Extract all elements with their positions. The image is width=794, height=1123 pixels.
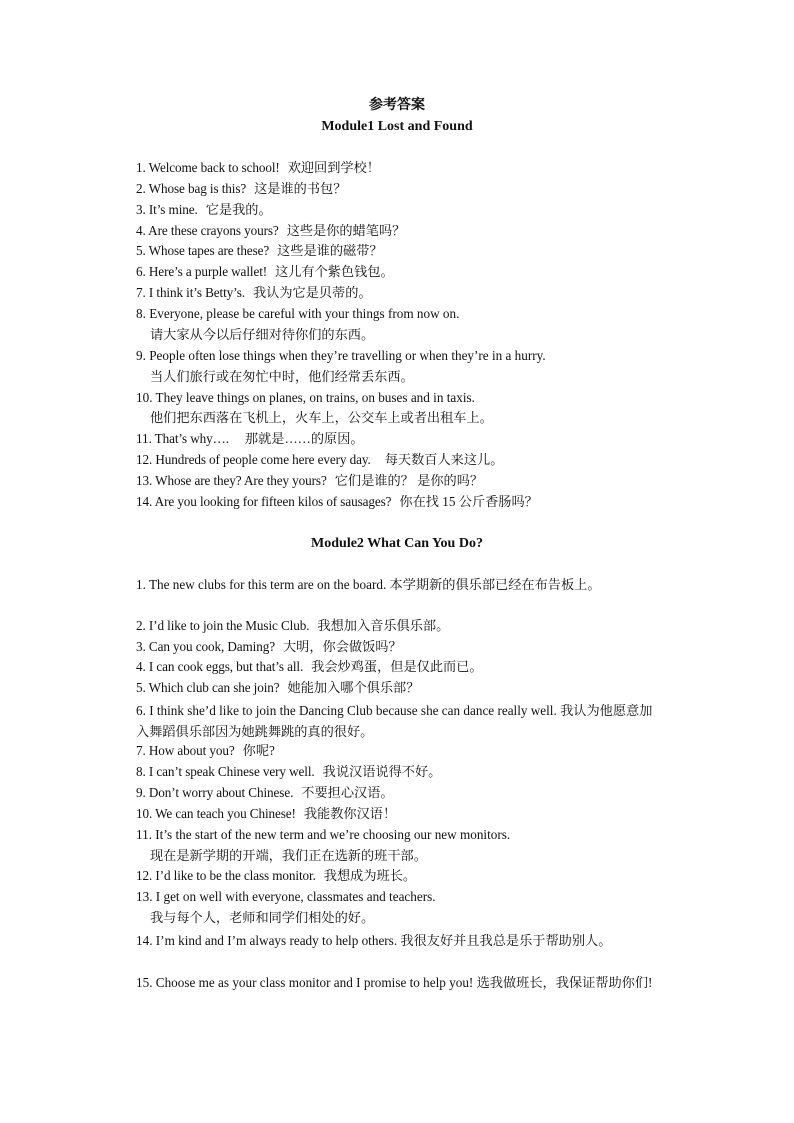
module2-item-3: 3. Can you cook, Daming? 大明，你会做饭吗？ xyxy=(136,639,402,654)
module1-item-3: 3. It’s mine. 它是我的。 xyxy=(136,202,272,217)
module1-item-7: 7. I think it’s Betty’s. 我认为它是贝蒂的。 xyxy=(136,285,372,300)
module2-item-11-zh: 现在是新学期的开端，我们正在选新的班干部。 xyxy=(150,848,427,863)
module2-item-5: 5. Which club can she join? 她能加入哪个俱乐部？ xyxy=(136,680,420,695)
module1-item-10-zh: 他们把东西落在飞机上，火车上，公交车上或者出租车上。 xyxy=(150,410,493,425)
module2-item-9: 9. Don’t worry about Chinese. 不要担心汉语。 xyxy=(136,785,394,800)
module2-item-6: 6. I think she’d like to join the Dancing Club because she can dance really well. 我认为他愿意加入舞蹈俱乐部因为她跳舞跳的真的很好。 xyxy=(136,703,653,739)
module2-item-13-zh: 我与每个人，老师和同学们相处的好。 xyxy=(150,910,375,925)
module1-item-8-zh: 请大家从今以后仔细对待你们的东西。 xyxy=(150,327,375,342)
module1-item-11: 11. That’s why…. 那就是……的原因。 xyxy=(136,431,364,446)
module2-item-1: 1. The new clubs for this term are on the board. 本学期新的俱乐部已经在布告板上。 xyxy=(136,577,601,592)
module1-item-2: 2. Whose bag is this? 这是谁的书包？ xyxy=(136,181,347,196)
module1-item-9-en: 9. People often lose things when they’re travelling or when they’re in a hurry. xyxy=(136,348,546,363)
module2-item-8: 8. I can’t speak Chinese very well. 我说汉语说得不好。 xyxy=(136,764,442,779)
module1-title: Module1 Lost and Found xyxy=(321,119,473,134)
module2-item-4: 4. I can cook eggs, but that’s all. 我会炒鸡蛋，但是仅此而已。 xyxy=(136,659,483,674)
page-title: 参考答案 xyxy=(369,98,425,113)
module2-item-13-en: 13. I get on well with everyone, classmates and teachers. xyxy=(136,889,436,904)
module2-item-11-en: 11. It’s the start of the new term and we’re choosing our new monitors. xyxy=(136,827,511,842)
module2-title: Module2 What Can You Do? xyxy=(311,536,483,551)
module2-item-15: 15. Choose me as your class monitor and I promise to help you! 选我做班长，我保证帮助你们! xyxy=(136,975,653,990)
module1-item-1: 1. Welcome back to school! 欢迎回到学校！ xyxy=(136,160,380,175)
module1-item-9-zh: 当人们旅行或在匆忙中时，他们经常丢东西。 xyxy=(150,369,414,384)
module1-item-4: 4. Are these crayons yours? 这些是你的蜡笔吗？ xyxy=(136,223,406,238)
module1-item-10-en: 10. They leave things on planes, on trains, on buses and in taxis. xyxy=(136,390,475,405)
module1-item-13: 13. Whose are they? Are they yours? 它们是谁的？ 是你的吗？ xyxy=(136,473,484,488)
module1-item-12: 12. Hundreds of people come here every day. 每天数百人来这儿。 xyxy=(136,452,504,467)
module1-item-6: 6. Here’s a purple wallet! 这儿有个紫色钱包。 xyxy=(136,264,394,279)
module2-item-14: 14. I’m kind and I’m always ready to help others. 我很友好并且我总是乐于帮助别人。 xyxy=(136,933,612,948)
module1-item-5: 5. Whose tapes are these? 这些是谁的磁带？ xyxy=(136,243,383,258)
module1-item-14: 14. Are you looking for fifteen kilos of sausages? 你在找 15 公斤香肠吗？ xyxy=(136,494,538,509)
module2-item-10: 10. We can teach you Chinese! 我能教你汉语！ xyxy=(136,806,397,821)
module2-item-12: 12. I’d like to be the class monitor. 我想成为班长。 xyxy=(136,868,417,883)
module2-item-7: 7. How about you? 你呢? xyxy=(136,743,275,758)
module2-item-2: 2. I’d like to join the Music Club. 我想加入音乐俱乐部。 xyxy=(136,618,450,633)
module1-item-8-en: 8. Everyone, please be careful with your things from now on. xyxy=(136,306,460,321)
